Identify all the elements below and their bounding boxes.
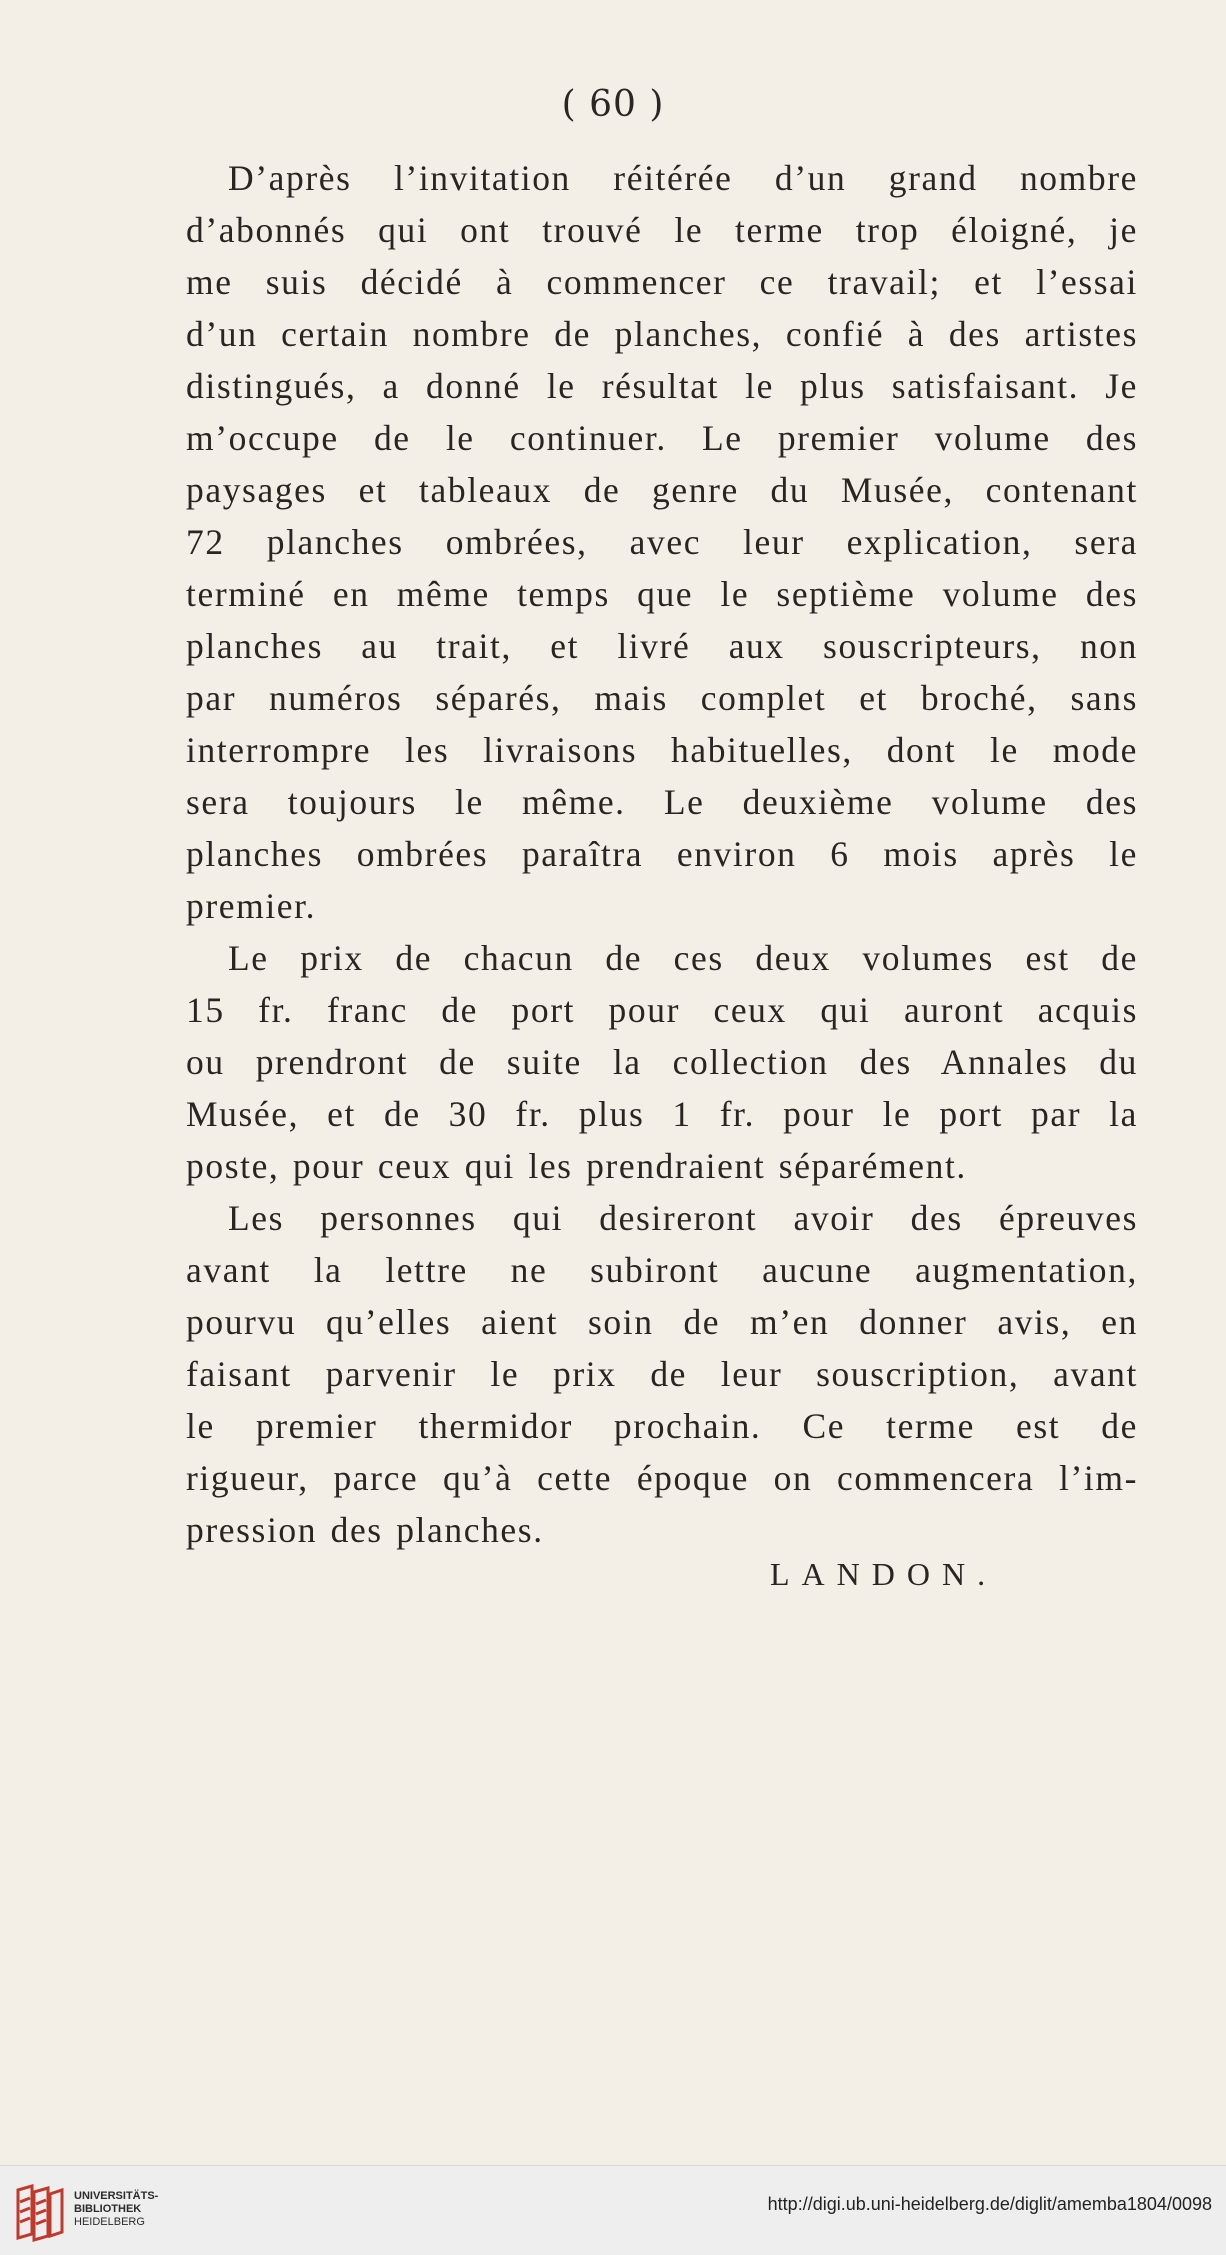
text-line: D’après l’invitation réitérée d’un grand nombre [228,158,1138,198]
text-line: pression des planches. [186,1510,544,1550]
library-name-line: BIBLIOTHEK [74,2203,142,2215]
text-line: planches au trait, et livré aux souscripteurs, non [186,626,1138,666]
paragraph-3 [186,1192,1138,1556]
text-line: ou prendront de suite la collection des Annales du [186,1042,1138,1082]
footer-bar [0,2165,1226,2255]
text-line: premier. [186,886,317,926]
text-line: interrompre les livraisons habituelles, dont le mode [186,730,1138,770]
text-line: distingués, a donné le résultat le plus satisfaisant. Je [186,366,1138,406]
library-logo-icon [12,2182,68,2242]
paragraph-1 [186,152,1138,932]
text-line: terminé en même temps que le septième volume des [186,574,1138,614]
body-text [186,152,1138,1556]
text-line: d’un certain nombre de planches, confié à des artistes [186,314,1138,354]
paragraph-2 [186,932,1138,1192]
text-line: m’occupe de le continuer. Le premier volume des [186,418,1138,458]
library-name-line: HEIDELBERG [74,2216,145,2228]
text-line: pourvu qu’elles aient soin de m’en donner avis, en [186,1302,1138,1342]
text-line: le premier thermidor prochain. Ce terme est de [186,1406,1138,1446]
text-line: Les personnes qui desireront avoir des épreuves [228,1198,1138,1238]
library-name [74,2190,158,2229]
text-line: Le prix de chacun de ces deux volumes est de [228,938,1138,978]
text-line: faisant parvenir le prix de leur souscription, avant [186,1354,1138,1394]
text-line: me suis décidé à commencer ce travail; et l’essai [186,262,1138,302]
text-line: planches ombrées paraîtra environ 6 mois après le [186,834,1138,874]
text-line: par numéros séparés, mais complet et broché, sans [186,678,1138,718]
source-url-link[interactable]: http://digi.ub.uni-heidelberg.de/diglit/amemba1804/0098 [767,2194,1212,2214]
text-line: poste, pour ceux qui les prendraient séparément. [186,1146,967,1186]
text-line: 72 planches ombrées, avec leur explication, sera [186,522,1138,562]
text-line: rigueur, parce qu’à cette époque on commencera l’im- [186,1458,1138,1498]
text-line: paysages et tableaux de genre du Musée, contenant [186,470,1138,510]
library-name-line: UNIVERSITÄTS- [74,2190,159,2202]
text-line: d’abonnés qui ont trouvé le terme trop éloigné, je [186,210,1138,250]
text-line: 15 fr. franc de port pour ceux qui auront acquis [186,990,1138,1030]
text-line: avant la lettre ne subiront aucune augmentation, [186,1250,1138,1290]
text-line: sera toujours le même. Le deuxième volume des [186,782,1138,822]
signature: LANDON. [770,1556,998,1592]
page-number: ( 60 ) [561,84,665,125]
text-line: Musée, et de 30 fr. plus 1 fr. pour le port par la [186,1094,1138,1134]
